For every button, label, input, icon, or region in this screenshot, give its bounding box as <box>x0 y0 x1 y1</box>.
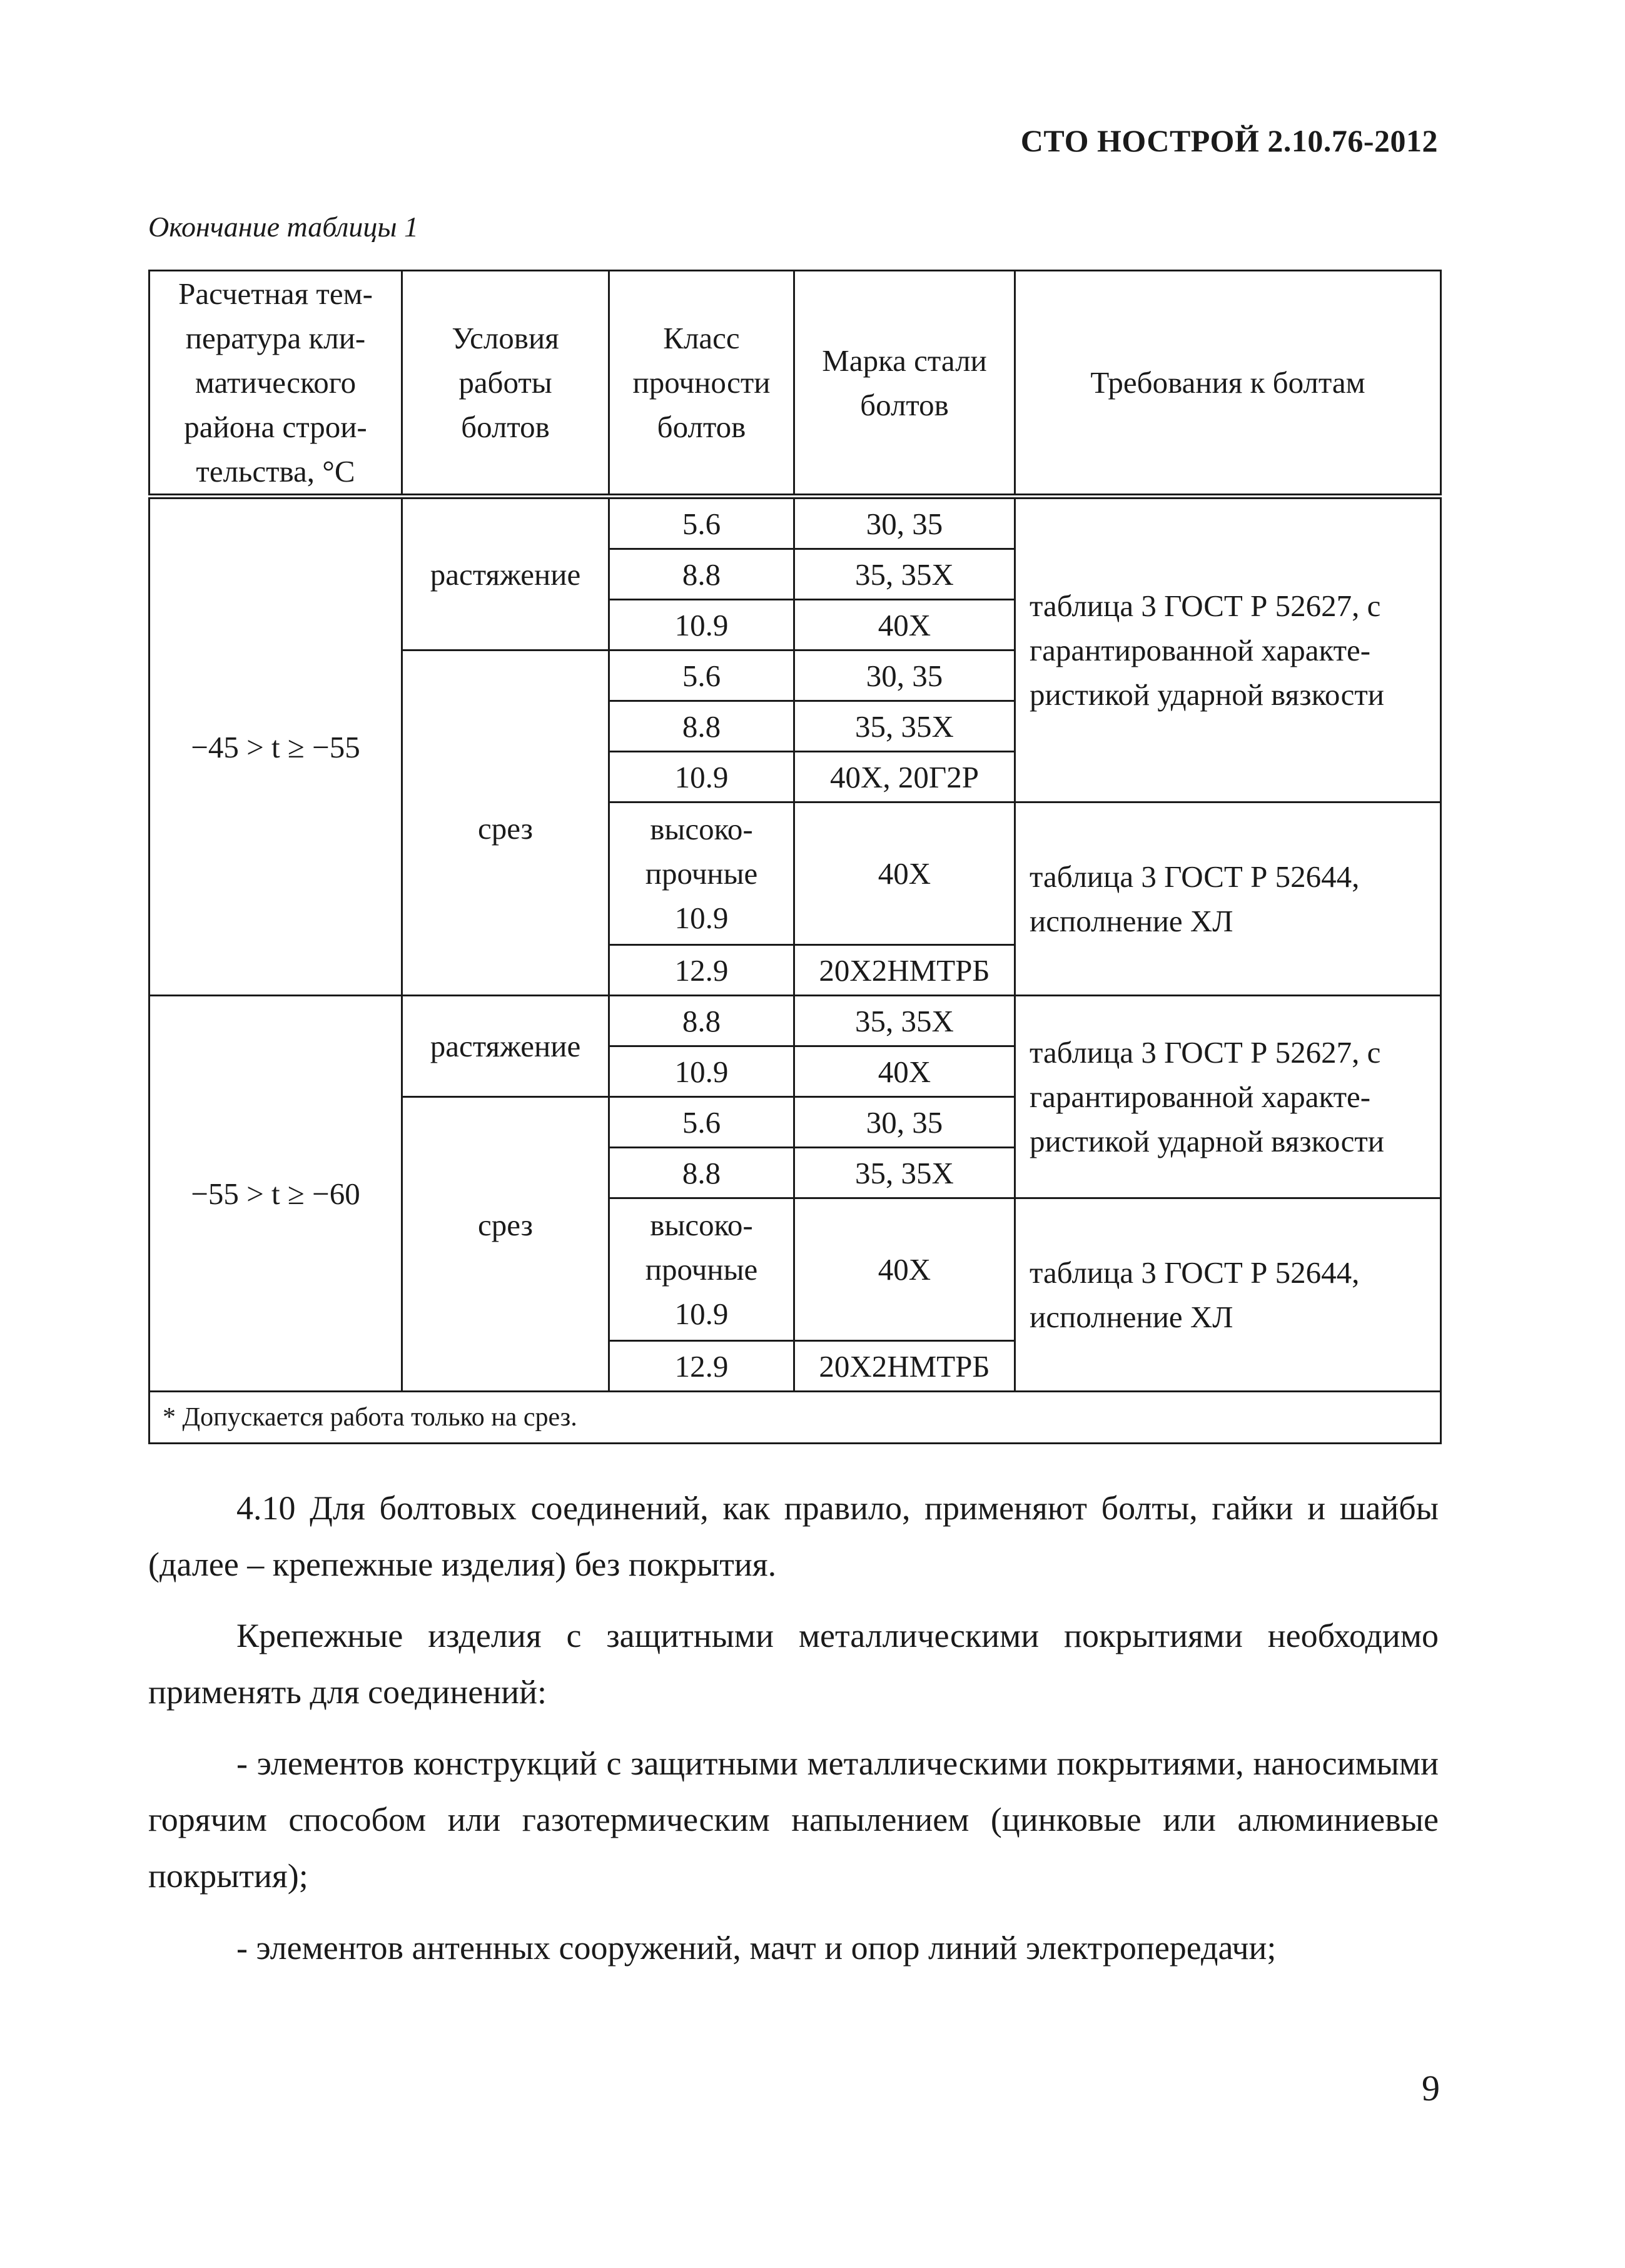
requirement-cell: таблица 3 ГОСТ Р 52644, исполнение ХЛ <box>1015 802 1441 996</box>
class-cell: 8.8 <box>609 996 794 1046</box>
condition-shear-cell <box>402 1097 609 1392</box>
steel-cell: 30, 35 <box>794 1097 1015 1148</box>
steel-cell: 20Х2НМТРБ <box>794 945 1015 996</box>
requirement-cell: таблица 3 ГОСТ Р 52627, с гарантированной характеристикой ударной вязкости <box>1015 497 1441 802</box>
steel-cell: 35, 35Х <box>794 1148 1015 1198</box>
header-requirements: Требования к болтам <box>1015 271 1441 497</box>
header-steel-grade: Марка стали болтов <box>794 271 1015 497</box>
high-strength-class-cell: высоко- прочные 10.9 <box>609 1198 794 1341</box>
bolt-requirements-table <box>148 270 1442 1444</box>
table-row <box>149 996 1441 1046</box>
class-cell: 10.9 <box>609 1046 794 1097</box>
class-cell: 12.9 <box>609 1341 794 1392</box>
list-item: - элементов конструкций с защитными металлическими покрытиями, наносимыми горячим способом или газотермическим напылением (цинковые или алюминиевые покрытия); <box>148 1744 1439 1895</box>
table-caption: Окончание таблицы 1 <box>148 211 418 243</box>
condition-shear-label: срез <box>478 811 533 846</box>
steel-cell: 35, 35Х <box>794 996 1015 1046</box>
steel-cell: 30, 35 <box>794 497 1015 549</box>
paragraph-4-10: 4.10 Для болтовых соединений, как правило, применяют болты, гайки и шайбы (далее – крепежные изделия) без покрытия. <box>148 1489 1439 1583</box>
page-number: 9 <box>1422 2068 1440 2109</box>
steel-cell: 20Х2НМТРБ <box>794 1341 1015 1392</box>
steel-cell: 40Х <box>794 1046 1015 1097</box>
header-strength-class: Класс прочности болтов <box>609 271 794 497</box>
condition-tension-cell: растяжение <box>402 996 609 1097</box>
class-cell: 12.9 <box>609 945 794 996</box>
temperature-range-cell: −55 > t ≥ −60 <box>149 996 402 1392</box>
steel-cell: 30, 35 <box>794 651 1015 701</box>
table-footnote-row <box>149 1392 1441 1444</box>
steel-cell: 35, 35Х <box>794 549 1015 600</box>
condition-tension-cell: растяжение <box>402 497 609 651</box>
steel-cell: 40Х <box>794 802 1015 945</box>
document-code-header: СТО НОСТРОЙ 2.10.76-2012 <box>1020 123 1438 158</box>
table-footnote: * Допускается работа только на срез. <box>149 1392 1441 1444</box>
table-row <box>149 497 1441 549</box>
class-cell: 8.8 <box>609 701 794 752</box>
list-item: - элементов антенных сооружений, мачт и опор линий электропередачи; <box>236 1929 1277 1967</box>
steel-cell: 35, 35Х <box>794 701 1015 752</box>
class-cell: 5.6 <box>609 1097 794 1148</box>
class-cell: 8.8 <box>609 549 794 600</box>
temperature-range-cell: −45 > t ≥ −55 <box>149 497 402 996</box>
header-conditions: Условия работы болтов <box>402 271 609 497</box>
high-strength-class-cell: высоко- прочные 10.9 <box>609 802 794 945</box>
class-cell: 8.8 <box>609 1148 794 1198</box>
steel-cell: 40Х, 20Г2Р <box>794 752 1015 802</box>
condition-shear-label: срез <box>478 1208 533 1243</box>
paragraph-coated-fasteners: Крепежные изделия с защитными металлическими покрытиями необходимо применять для соединений: <box>148 1617 1439 1711</box>
header-temperature: Расчетная тем- пература кли- матического района строи- тельства, °С <box>149 271 402 497</box>
steel-cell: 40Х <box>794 1198 1015 1341</box>
class-cell: 10.9 <box>609 600 794 651</box>
condition-shear-cell <box>402 651 609 996</box>
steel-cell: 40Х <box>794 600 1015 651</box>
requirement-cell: таблица 3 ГОСТ Р 52627, с гарантированной характеристикой ударной вязкости <box>1015 996 1441 1198</box>
class-cell: 10.9 <box>609 752 794 802</box>
requirement-cell: таблица 3 ГОСТ Р 52644, исполнение ХЛ <box>1015 1198 1441 1392</box>
table-header-row <box>149 271 1441 497</box>
class-cell: 5.6 <box>609 497 794 549</box>
class-cell: 5.6 <box>609 651 794 701</box>
